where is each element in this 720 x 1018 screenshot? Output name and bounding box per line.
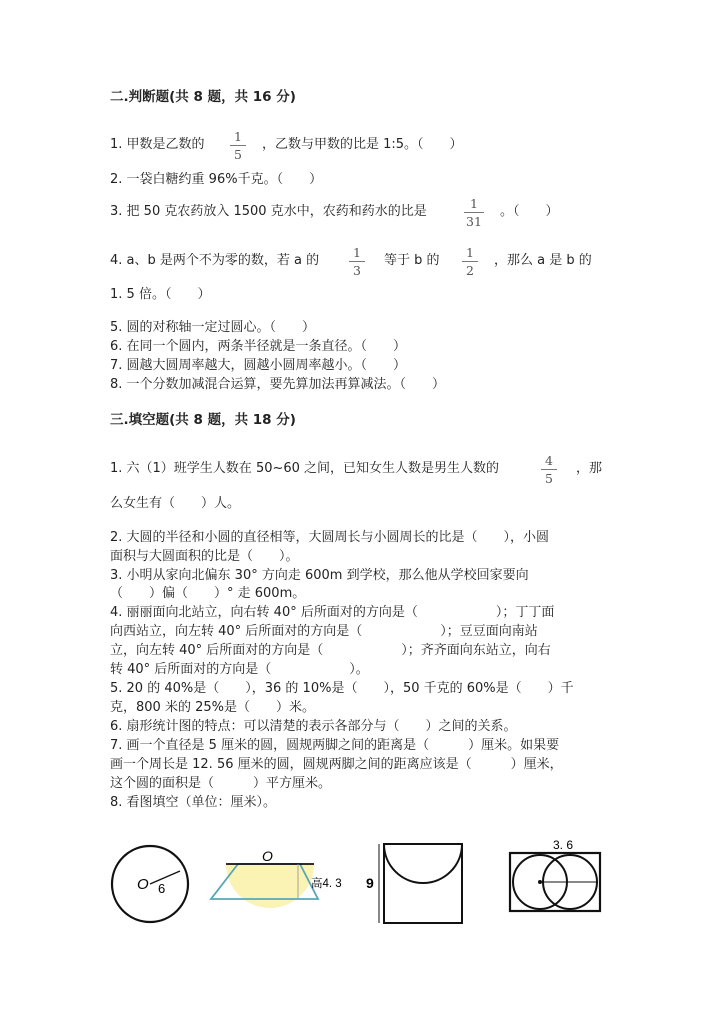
- s3-q4-line1: 4. 丽丽面向北站立，向右转 40° 后所面对的方向是（ ）；丁丁面: [110, 605, 555, 620]
- s3-q7-line1: 7. 画一个直径是 5 厘米的圆，圆规两脚之间的距离是（ ）厘米。如果要: [110, 738, 560, 753]
- s2-q3-text-a: 3. 把 50 克农药放入 1500 克水中，农药和药水的比是: [110, 204, 427, 219]
- s2-q4-fraction-1: [347, 245, 367, 278]
- semicircle-fill: [226, 864, 314, 908]
- radius-label: 6: [158, 881, 166, 896]
- fraction-denominator: 31: [466, 214, 482, 229]
- s3-q4-line3: 立，向左转 40° 后所面对的方向是（ ）；齐齐面向东站立，向右: [110, 643, 551, 658]
- s2-q6: 6. 在同一个圆内，两条半径就是一条直径。（ ）: [110, 339, 407, 354]
- side-label: 9: [366, 875, 374, 891]
- s2-q4-text-mid: 等于 b 的: [384, 253, 440, 268]
- s3-q1-text-b: ，那: [576, 461, 603, 476]
- s2-q3-text-b: 。（ ）: [500, 204, 559, 219]
- fraction-numerator: 1: [470, 196, 478, 211]
- top-label: 3. 6: [553, 838, 574, 852]
- s3-q1-fraction: [539, 453, 559, 486]
- s3-q2-line2: 面积与大圆面积的比是（ ）。: [110, 549, 299, 564]
- s2-q2: 2. 一袋白糖约重 96%千克。（ ）: [110, 172, 323, 187]
- figure-trapezoid: [211, 848, 342, 908]
- figures-row: [0, 835, 720, 955]
- semicircle-arc: [384, 844, 462, 883]
- fraction-denominator: 2: [466, 263, 474, 278]
- s2-q3-fraction: [462, 196, 486, 229]
- section2-title: 二.判断题(共 8 题，共 16 分): [110, 89, 296, 105]
- center-dot: [538, 880, 542, 884]
- s2-q5: 5. 圆的对称轴一定过圆心。（ ）: [110, 320, 316, 335]
- height-label: 高4. 3: [311, 878, 342, 890]
- s3-q3-line2: （ ）偏（ ）° 走 600m。: [110, 586, 306, 601]
- s2-q8: 8. 一个分数加减混合运算，要先算加法再算减法。（ ）: [110, 377, 446, 392]
- s3-q1-text-a: 1. 六（1）班学生人数在 50~60 之间，已知女生人数是男生人数的: [110, 461, 500, 476]
- center-label: O: [262, 848, 273, 864]
- s2-q4-line2: 1. 5 倍。（ ）: [110, 287, 211, 302]
- fraction-numerator: 1: [466, 245, 474, 260]
- s3-q4-line4: 转 40° 后所面对的方向是（ ）。: [110, 662, 369, 677]
- s2-q1-text-a: 1. 甲数是乙数的: [110, 137, 205, 152]
- center-label: O: [137, 876, 149, 893]
- section3-title: 三.填空题(共 8 题，共 18 分): [110, 412, 296, 428]
- fraction-numerator: 1: [234, 129, 242, 144]
- s3-q5-line1: 5. 20 的 40%是（ ），36 的 10%是（ ），50 千克的 60%是（ ）千: [110, 681, 574, 696]
- fraction-denominator: 3: [353, 263, 361, 278]
- fraction-denominator: 5: [234, 147, 242, 162]
- fraction-numerator: 1: [353, 245, 361, 260]
- s3-q1-line2: 么女生有（ ）人。: [110, 496, 241, 511]
- figure-rectangle-circles: [510, 838, 600, 911]
- s2-q4-fraction-2: [460, 245, 480, 278]
- fraction-denominator: 5: [545, 471, 553, 486]
- fraction-numerator: 4: [545, 453, 553, 468]
- s2-q4-text-b: ，那么 a 是 b 的: [494, 253, 592, 268]
- figure-square-semicircle: [366, 844, 462, 923]
- s3-q5-line2: 克，800 米的 25%是（ ）米。: [110, 700, 315, 715]
- s2-q1-fraction: [228, 129, 248, 162]
- s3-q6: 6. 扇形统计图的特点：可以清楚的表示各部分与（ ）之间的关系。: [110, 719, 517, 734]
- s3-q4-line2: 向西站立，向左转 40° 后所面对的方向是（ ）；豆豆面向南站: [110, 624, 538, 639]
- s3-q7-line2: 画一个周长是 12. 56 厘米的圆，圆规两脚之间的距离应该是（ ）厘米，: [110, 757, 563, 772]
- figure-circle: [112, 846, 188, 922]
- s3-q8: 8. 看图填空（单位：厘米）。: [110, 795, 277, 810]
- s2-q1-text-b: ，乙数与甲数的比是 1:5。（ ）: [262, 137, 463, 152]
- s3-q2-line1: 2. 大圆的半径和小圆的直径相等，大圆周长与小圆周长的比是（ ），小圆: [110, 530, 550, 545]
- s3-q7-line3: 这个圆的面积是（ ）平方厘米。: [110, 776, 332, 791]
- s2-q7: 7. 圆越大圆周率越大，圆越小圆周率越小。（ ）: [110, 358, 407, 373]
- s2-q4-text-a: 4. a、b 是两个不为零的数，若 a 的: [110, 253, 320, 268]
- s3-q3-line1: 3. 小明从家向北偏东 30° 方向走 600m 到学校，那么他从学校回家要向: [110, 568, 529, 583]
